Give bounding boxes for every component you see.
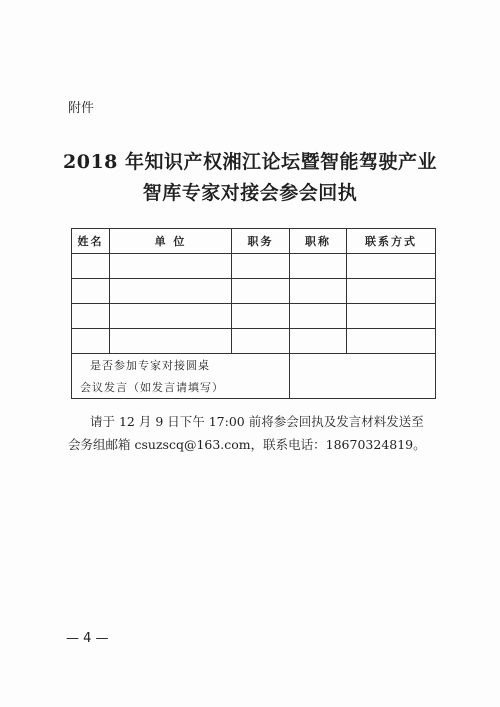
cell-organization[interactable]: [110, 254, 232, 279]
header-contact: 联系方式: [347, 229, 436, 254]
cell-contact[interactable]: [347, 254, 436, 279]
cell-title[interactable]: [290, 279, 347, 304]
notice-line-1: 请于 12 月 9 日下午 17:00 前将参会回执及发言材料发送至: [90, 414, 424, 429]
table-row: [72, 329, 436, 354]
speech-answer-cell[interactable]: [290, 376, 436, 399]
table-row: [72, 254, 436, 279]
speech-question-line-1: 是否参加专家对接圆桌: [72, 354, 290, 377]
document-title-line-2: 智库专家对接会参会回执: [142, 182, 358, 204]
cell-organization[interactable]: [110, 279, 232, 304]
document-title-line-1: 2018 年知识产权湘江论坛暨智能驾驶产业: [63, 151, 437, 173]
cell-title[interactable]: [290, 254, 347, 279]
table-row: [72, 304, 436, 329]
speech-question-row: [72, 354, 436, 377]
cell-position[interactable]: [232, 329, 290, 354]
cell-contact[interactable]: [347, 304, 436, 329]
header-organization: 单 位: [110, 229, 232, 254]
attachment-label: 附件: [68, 101, 95, 116]
cell-name[interactable]: [72, 254, 110, 279]
table-row: [72, 279, 436, 304]
cell-name[interactable]: [72, 329, 110, 354]
cell-position[interactable]: [232, 254, 290, 279]
speech-question-line-2: 会议发言（如发言请填写）: [72, 376, 290, 399]
header-title: 职称: [290, 229, 347, 254]
cell-name[interactable]: [72, 279, 110, 304]
registration-receipt-table: [71, 228, 436, 399]
cell-position[interactable]: [232, 304, 290, 329]
cell-position[interactable]: [232, 279, 290, 304]
header-position: 职务: [232, 229, 290, 254]
cell-contact[interactable]: [347, 329, 436, 354]
speech-answer-cell[interactable]: [290, 354, 436, 377]
cell-title[interactable]: [290, 329, 347, 354]
cell-organization[interactable]: [110, 329, 232, 354]
cell-title[interactable]: [290, 304, 347, 329]
page-number: — 4 —: [66, 631, 109, 646]
cell-contact[interactable]: [347, 279, 436, 304]
notice-line-2: 会务组邮箱 csuzscq@163.com，联系电话：18670324819。: [68, 437, 426, 452]
cell-organization[interactable]: [110, 304, 232, 329]
speech-question-row: [72, 376, 436, 399]
table-header-row: [72, 229, 436, 254]
header-name: 姓名: [72, 229, 110, 254]
cell-name[interactable]: [72, 304, 110, 329]
